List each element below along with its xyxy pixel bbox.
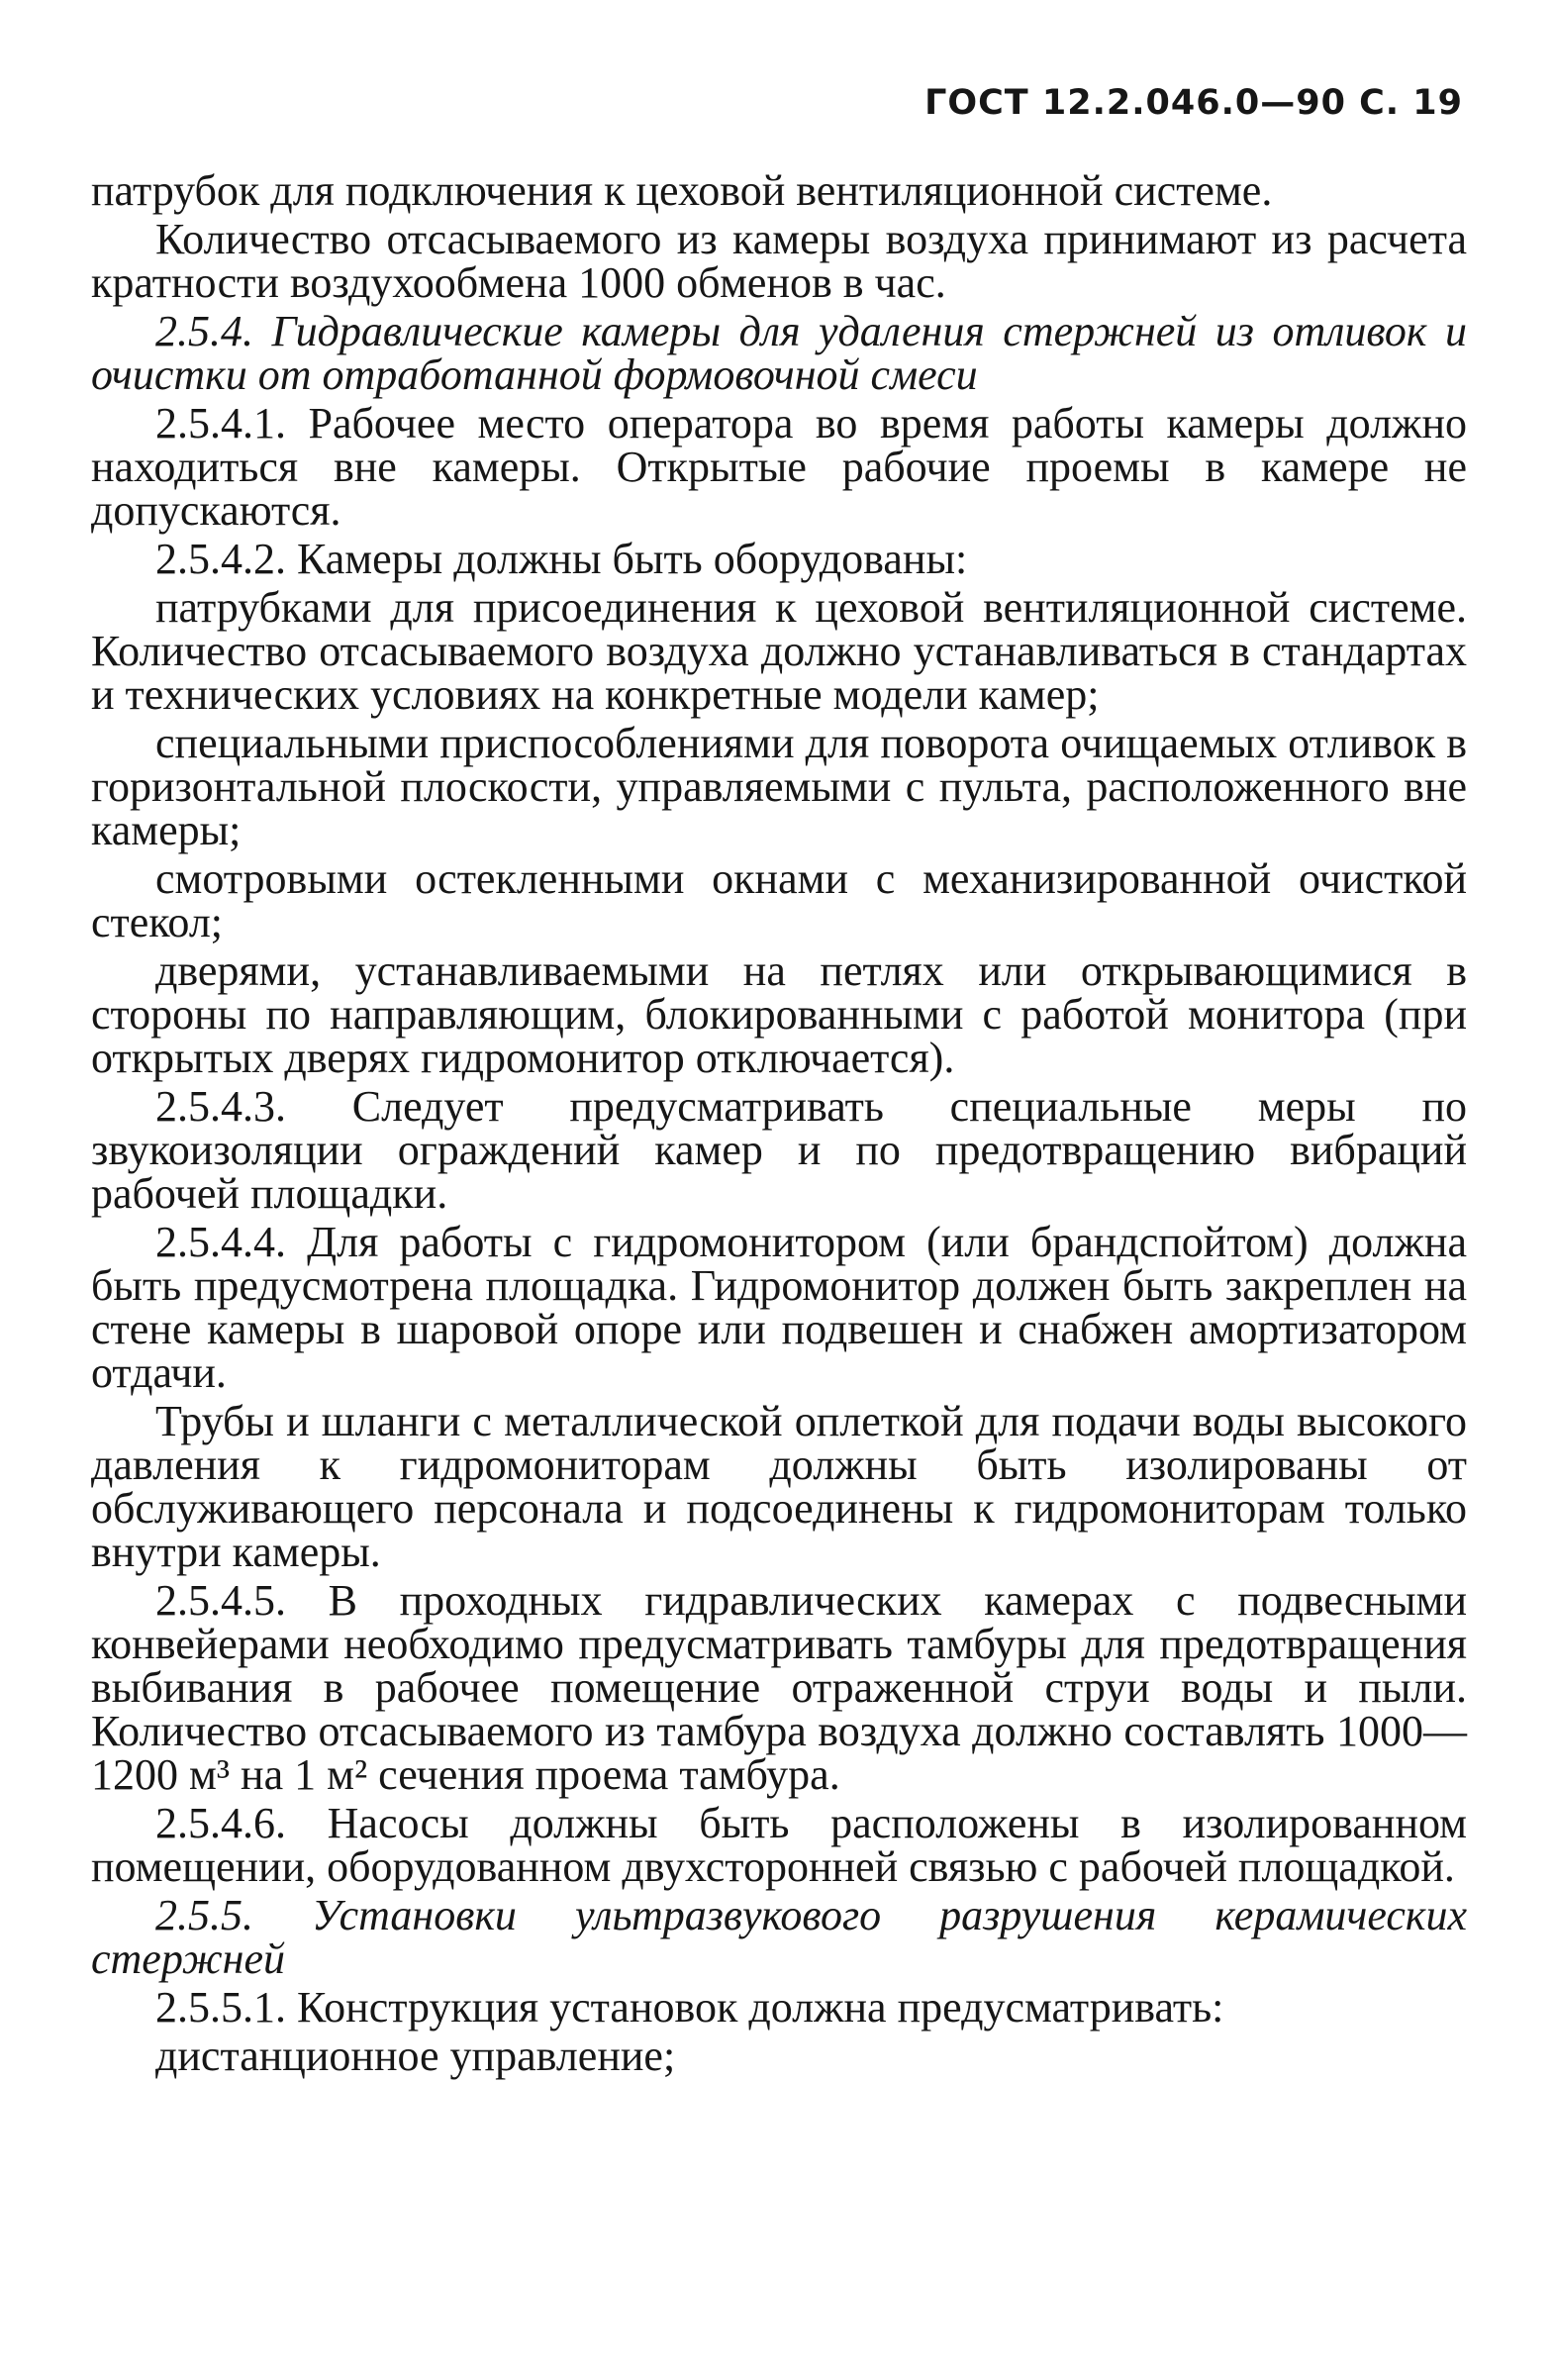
paragraph: дверями, устанавливаемыми на петлях или открывающимися в стороны по направляющим, блокированными с работой монитора (при открытых дверях гидромонитор отключается).: [91, 946, 1467, 1082]
paragraph: 2.5.5.1. Конструкция установок должна предусматривать:: [155, 1983, 1224, 2032]
paragraph: специальными приспособлениями для поворота очищаемых отливок в горизонтальной плоскости, управляемыми с пульта, расположенного вне камеры;: [91, 719, 1467, 854]
section-heading: 2.5.4. Гидравлические камеры для удаления стержней из отливок и очистки от отработанной формовочной смеси: [91, 307, 1467, 399]
paragraph: 2.5.4.4. Для работы с гидромонитором (или брандспойтом) должна быть предусмотрена площадка. Гидромонитор должен быть закреплен на стене камеры в шаровой опоре или подвешен и снабжен амортизатором отдачи.: [91, 1218, 1467, 1397]
paragraph: 2.5.4.5. В проходных гидравлических камерах с подвесными конвейерами необходимо предусматривать тамбуры для предотвращения выбивания в рабочее помещение отраженной струи воды и пыли. Количество отсасываемого из тамбура воздуха должно составлять 1000—1200 м³ на 1 м² сечения проема тамбура.: [91, 1576, 1467, 1799]
document-body: [91, 166, 1467, 2083]
section-heading: 2.5.5. Установки ультразвукового разрушения керамических стержней: [91, 1891, 1467, 1983]
paragraph: патрубок для подключения к цеховой вентиляционной системе.: [91, 166, 1273, 215]
paragraph: смотровыми остекленными окнами с механизированной очисткой стекол;: [91, 854, 1467, 946]
paragraph: 2.5.4.2. Камеры должны быть оборудованы:: [155, 535, 968, 583]
paragraph: патрубками для присоединения к цеховой вентиляционной системе. Количество отсасываемого воздуха должно устанавливаться в стандартах и технических условиях на конкретные модели камер;: [91, 583, 1467, 719]
page-header: ГОСТ 12.2.046.0—90 С. 19: [924, 83, 1463, 123]
paragraph: Трубы и шланги с металлической оплеткой для подачи воды высокого давления к гидромониторам должны быть изолированы от обслуживающего персонала и подсоединены к гидромониторам только внутри камеры.: [91, 1397, 1467, 1576]
paragraph: дистанционное управление;: [155, 2032, 676, 2080]
paragraph: 2.5.4.1. Рабочее место оператора во время работы камеры должно находиться вне камеры. Открытые рабочие проемы в камере не допускаются.: [91, 399, 1467, 535]
paragraph: 2.5.4.6. Насосы должны быть расположены в изолированном помещении, оборудованном двухсторонней связью с рабочей площадкой.: [91, 1799, 1467, 1891]
paragraph: Количество отсасываемого из камеры воздуха принимают из расчета кратности воздухообмена 1000 обменов в час.: [91, 215, 1467, 307]
paragraph: 2.5.4.3. Следует предусматривать специальные меры по звукоизоляции ограждений камер и по предотвращению вибраций рабочей площадки.: [91, 1082, 1467, 1218]
